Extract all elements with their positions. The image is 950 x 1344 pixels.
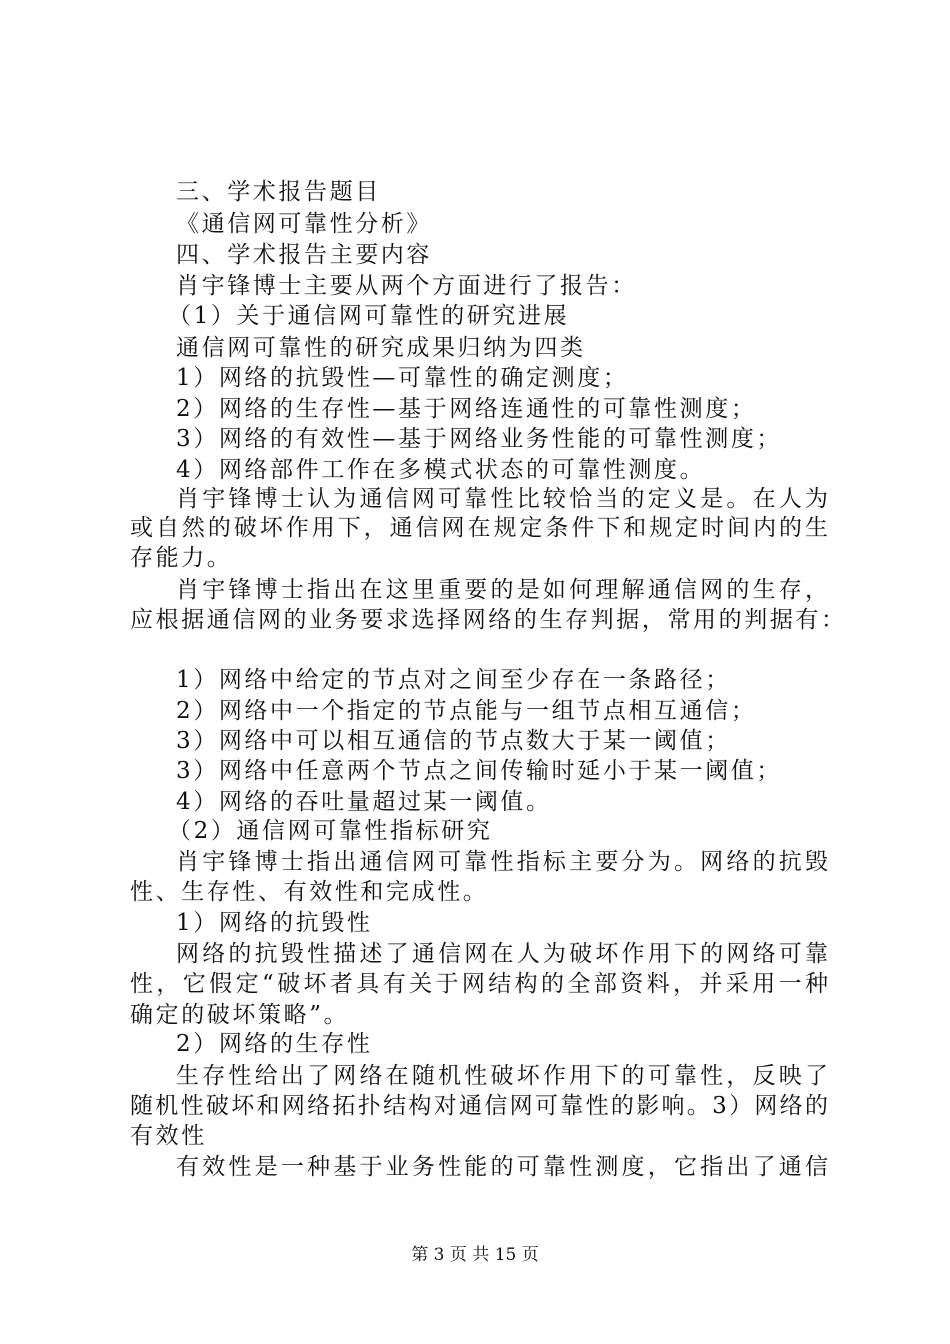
list-item: 3）网络的有效性—基于网络业务性能的可靠性测度； xyxy=(176,426,783,452)
list-item: 3）网络中可以相互通信的节点数大于某一阈值； xyxy=(176,728,731,754)
paragraph-line: 性，它假定“破坏者具有关于网结构的全部资料，并采用一种 xyxy=(130,971,828,997)
paragraph-line: 肖宇锋博士主要从两个方面进行了报告： xyxy=(176,273,637,299)
list-item: 2）网络的生存性—基于网络连通性的可靠性测度； xyxy=(176,396,757,422)
paragraph-line: 确定的破坏策略”。 xyxy=(130,1002,350,1028)
subheading-invulnerability: 1）网络的抗毁性 xyxy=(176,910,373,936)
paragraph-line: 有效性 xyxy=(130,1123,207,1149)
list-item: 4）网络的吞吐量超过某一阈值。 xyxy=(176,789,552,815)
paragraph-line: 有效性是一种基于业务性能的可靠性测度，它指出了通信 xyxy=(176,1154,828,1180)
list-item: 1）网络中给定的节点对之间至少存在一条路径； xyxy=(176,667,731,693)
list-item: 4）网络部件工作在多模式状态的可靠性测度。 xyxy=(176,457,706,483)
paragraph-line: 通信网可靠性的研究成果归纳为四类 xyxy=(176,335,586,361)
list-item: 2）网络中一个指定的节点能与一组节点相互通信； xyxy=(176,698,757,724)
subheading-research-progress: （1）关于通信网可靠性的研究进展 xyxy=(168,303,570,329)
list-item: 3）网络中任意两个节点之间传输时延小于某一阈值； xyxy=(176,758,783,784)
page-footer: 第 3 页 共 15 页 xyxy=(411,1245,539,1265)
paragraph-line: 性、生存性、有效性和完成性。 xyxy=(130,879,489,905)
paragraph-line: 存能力。 xyxy=(130,545,233,571)
paragraph-line: 或自然的破坏作用下，通信网在规定条件下和规定时间内的生 xyxy=(130,515,828,541)
paragraph-line: 肖宇锋博士指出通信网可靠性指标主要分为。网络的抗毁 xyxy=(176,849,828,875)
heading-report-content-section: 四、学术报告主要内容 xyxy=(176,242,432,268)
subheading-reliability-indicators: （2）通信网可靠性指标研究 xyxy=(168,818,493,844)
paragraph-line: 生存性给出了网络在随机性破坏作用下的可靠性，反映了 xyxy=(176,1063,828,1089)
paragraph-line: 应根据通信网的业务要求选择网络的生存判据，常用的判据有： xyxy=(130,607,844,633)
subheading-survivability: 2）网络的生存性 xyxy=(176,1031,373,1057)
paragraph-line: 网络的抗毁性描述了通信网在人为破坏作用下的网络可靠 xyxy=(176,941,828,967)
paragraph-line: 肖宇锋博士指出在这里重要的是如何理解通信网的生存， xyxy=(176,577,828,603)
paragraph-line: 随机性破坏和网络拓扑结构对通信网可靠性的影响。3）网络的 xyxy=(130,1093,828,1119)
list-item: 1）网络的抗毁性—可靠性的确定测度； xyxy=(176,365,629,391)
report-title: 《通信网可靠性分析》 xyxy=(176,211,432,237)
paragraph-line: 肖宇锋博士认为通信网可靠性比较恰当的定义是。在人为 xyxy=(176,486,828,512)
heading-report-title-section: 三、学术报告题目 xyxy=(176,179,381,205)
